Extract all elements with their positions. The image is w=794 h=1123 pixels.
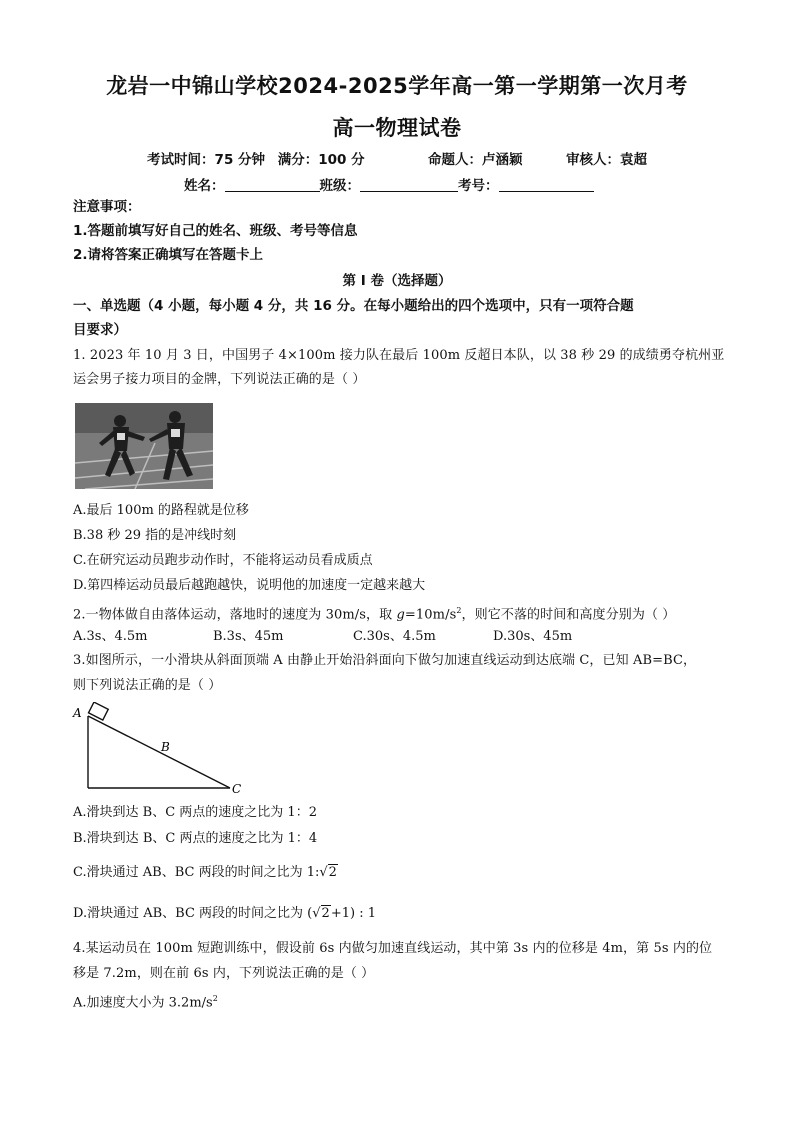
q1-option-c[interactable]: C.在研究运动员跑步动作时，不能将运动员看成质点 xyxy=(73,553,373,568)
q3-option-c[interactable] xyxy=(73,862,723,884)
label-b: B xyxy=(161,740,170,754)
q4-option-a-sup: 2 xyxy=(212,994,218,1003)
q2-options xyxy=(73,626,723,648)
q1-option-a[interactable]: A.最后 100m 的路程就是位移 xyxy=(73,503,249,518)
q3-option-d-radicand: 2 xyxy=(321,906,330,921)
q2-option-b[interactable]: B.3s、45m xyxy=(213,629,284,644)
q2-stem-after: ，则它不落的时间和高度分别为（ ） xyxy=(461,607,676,623)
class-label: 班级： xyxy=(319,178,360,194)
number-label: 考号： xyxy=(458,178,499,194)
label-a: A xyxy=(73,706,82,720)
relay-race-photo xyxy=(75,403,213,489)
q1-option-d[interactable]: D.第四棒运动员最后越跑越快，说明他的加速度一定越来越大 xyxy=(73,578,426,593)
part1-title: 第 I 卷（选择题） xyxy=(342,273,452,289)
section-heading-line1: 一、单选题（4 小题，每小题 4 分，共 16 分。在每小题给出的四个选项中，只有一项符合题 xyxy=(73,298,634,314)
reviewer: 审核人：袁超 xyxy=(565,152,647,168)
name-label: 姓名： xyxy=(184,178,225,194)
q4-option-a-text: A.加速度大小为 3.2m/s xyxy=(73,995,213,1011)
class-blank[interactable] xyxy=(360,177,458,192)
q2-stem xyxy=(73,600,723,626)
exam-subtitle: 高一物理试卷 xyxy=(332,116,462,140)
q3-option-d-end: +1) : 1 xyxy=(330,906,376,921)
q2-g-sup: 2 xyxy=(456,606,462,615)
q1-stem-line2: 运会男子接力项目的金牌，下列说法正确的是（ ） xyxy=(73,372,366,387)
author: 命题人：卢涵颖 xyxy=(428,152,523,168)
exam-time: 考试时间：75 分钟 xyxy=(147,152,266,168)
sqrt-symbol: √2 xyxy=(319,865,337,880)
q3-option-d[interactable] xyxy=(73,903,723,925)
exam-title: 龙岩一中锦山学校2024-2025学年高一第一学期第一次月考 xyxy=(106,74,688,98)
q3-option-c-text: C.滑块通过 AB、BC 两段的时间之比为 1: xyxy=(73,865,320,880)
label-c: C xyxy=(232,782,242,794)
q2-g-symbol: g xyxy=(396,607,405,623)
q3-option-c-radicand: 2 xyxy=(328,865,337,880)
q3-stem-line2: 则下列说法正确的是（ ） xyxy=(73,678,222,693)
notice-heading: 注意事项： xyxy=(73,199,141,215)
q3-option-d-text: D.滑块通过 AB、BC 两段的时间之比为 ( xyxy=(73,906,313,921)
incline-diagram xyxy=(70,702,250,794)
sqrt-symbol: √2 xyxy=(312,906,330,921)
q2-option-a[interactable]: A.3s、4.5m xyxy=(73,629,148,644)
number-blank[interactable] xyxy=(499,177,594,192)
name-blank[interactable] xyxy=(225,177,320,192)
notice-item-2: 2.请将答案正确填写在答题卡上 xyxy=(73,247,264,263)
q2-option-c[interactable]: C.30s、4.5m xyxy=(353,629,436,644)
full-score: 满分：100 分 xyxy=(277,152,365,168)
section-heading-line2: 目要求） xyxy=(73,322,127,338)
incline-slope xyxy=(88,716,230,788)
q4-stem-line1: 4.某运动员在 100m 短跑训练中，假设前 6s 内做匀加速直线运动，其中第 3s 内的位移是 4m，第 5s 内的位 xyxy=(73,941,713,956)
notice-item-1: 1.答题前填写好自己的姓名、班级、考号等信息 xyxy=(73,223,358,239)
q3-option-b[interactable]: B.滑块到达 B、C 两点的速度之比为 1：4 xyxy=(73,831,318,846)
q2-stem-before: 2.一物体做自由落体运动，落地时的速度为 30m/s，取 xyxy=(73,607,397,623)
q3-stem-line1: 3.如图所示，一小滑块从斜面顶端 A 由静止开始沿斜面向下做匀加速直线运动到达底端 C，已知 AB=BC， xyxy=(73,653,697,668)
q2-option-d[interactable]: D.30s、45m xyxy=(493,629,573,644)
exam-info-row xyxy=(0,148,794,168)
q4-option-a[interactable] xyxy=(73,988,723,1014)
student-fields xyxy=(184,174,644,194)
q3-option-a[interactable]: A.滑块到达 B、C 两点的速度之比为 1：2 xyxy=(73,805,317,820)
q2-g-value: =10m/s xyxy=(404,607,457,623)
q1-stem-line1: 1. 2023 年 10 月 3 日，中国男子 4×100m 接力队在最后 100m 反超日本队，以 38 秒 29 的成绩勇夺杭州亚 xyxy=(73,348,725,363)
q1-option-b[interactable]: B.38 秒 29 指的是冲线时刻 xyxy=(73,528,237,543)
q4-stem-line2: 移是 7.2m，则在前 6s 内，下列说法正确的是（ ） xyxy=(73,966,375,981)
